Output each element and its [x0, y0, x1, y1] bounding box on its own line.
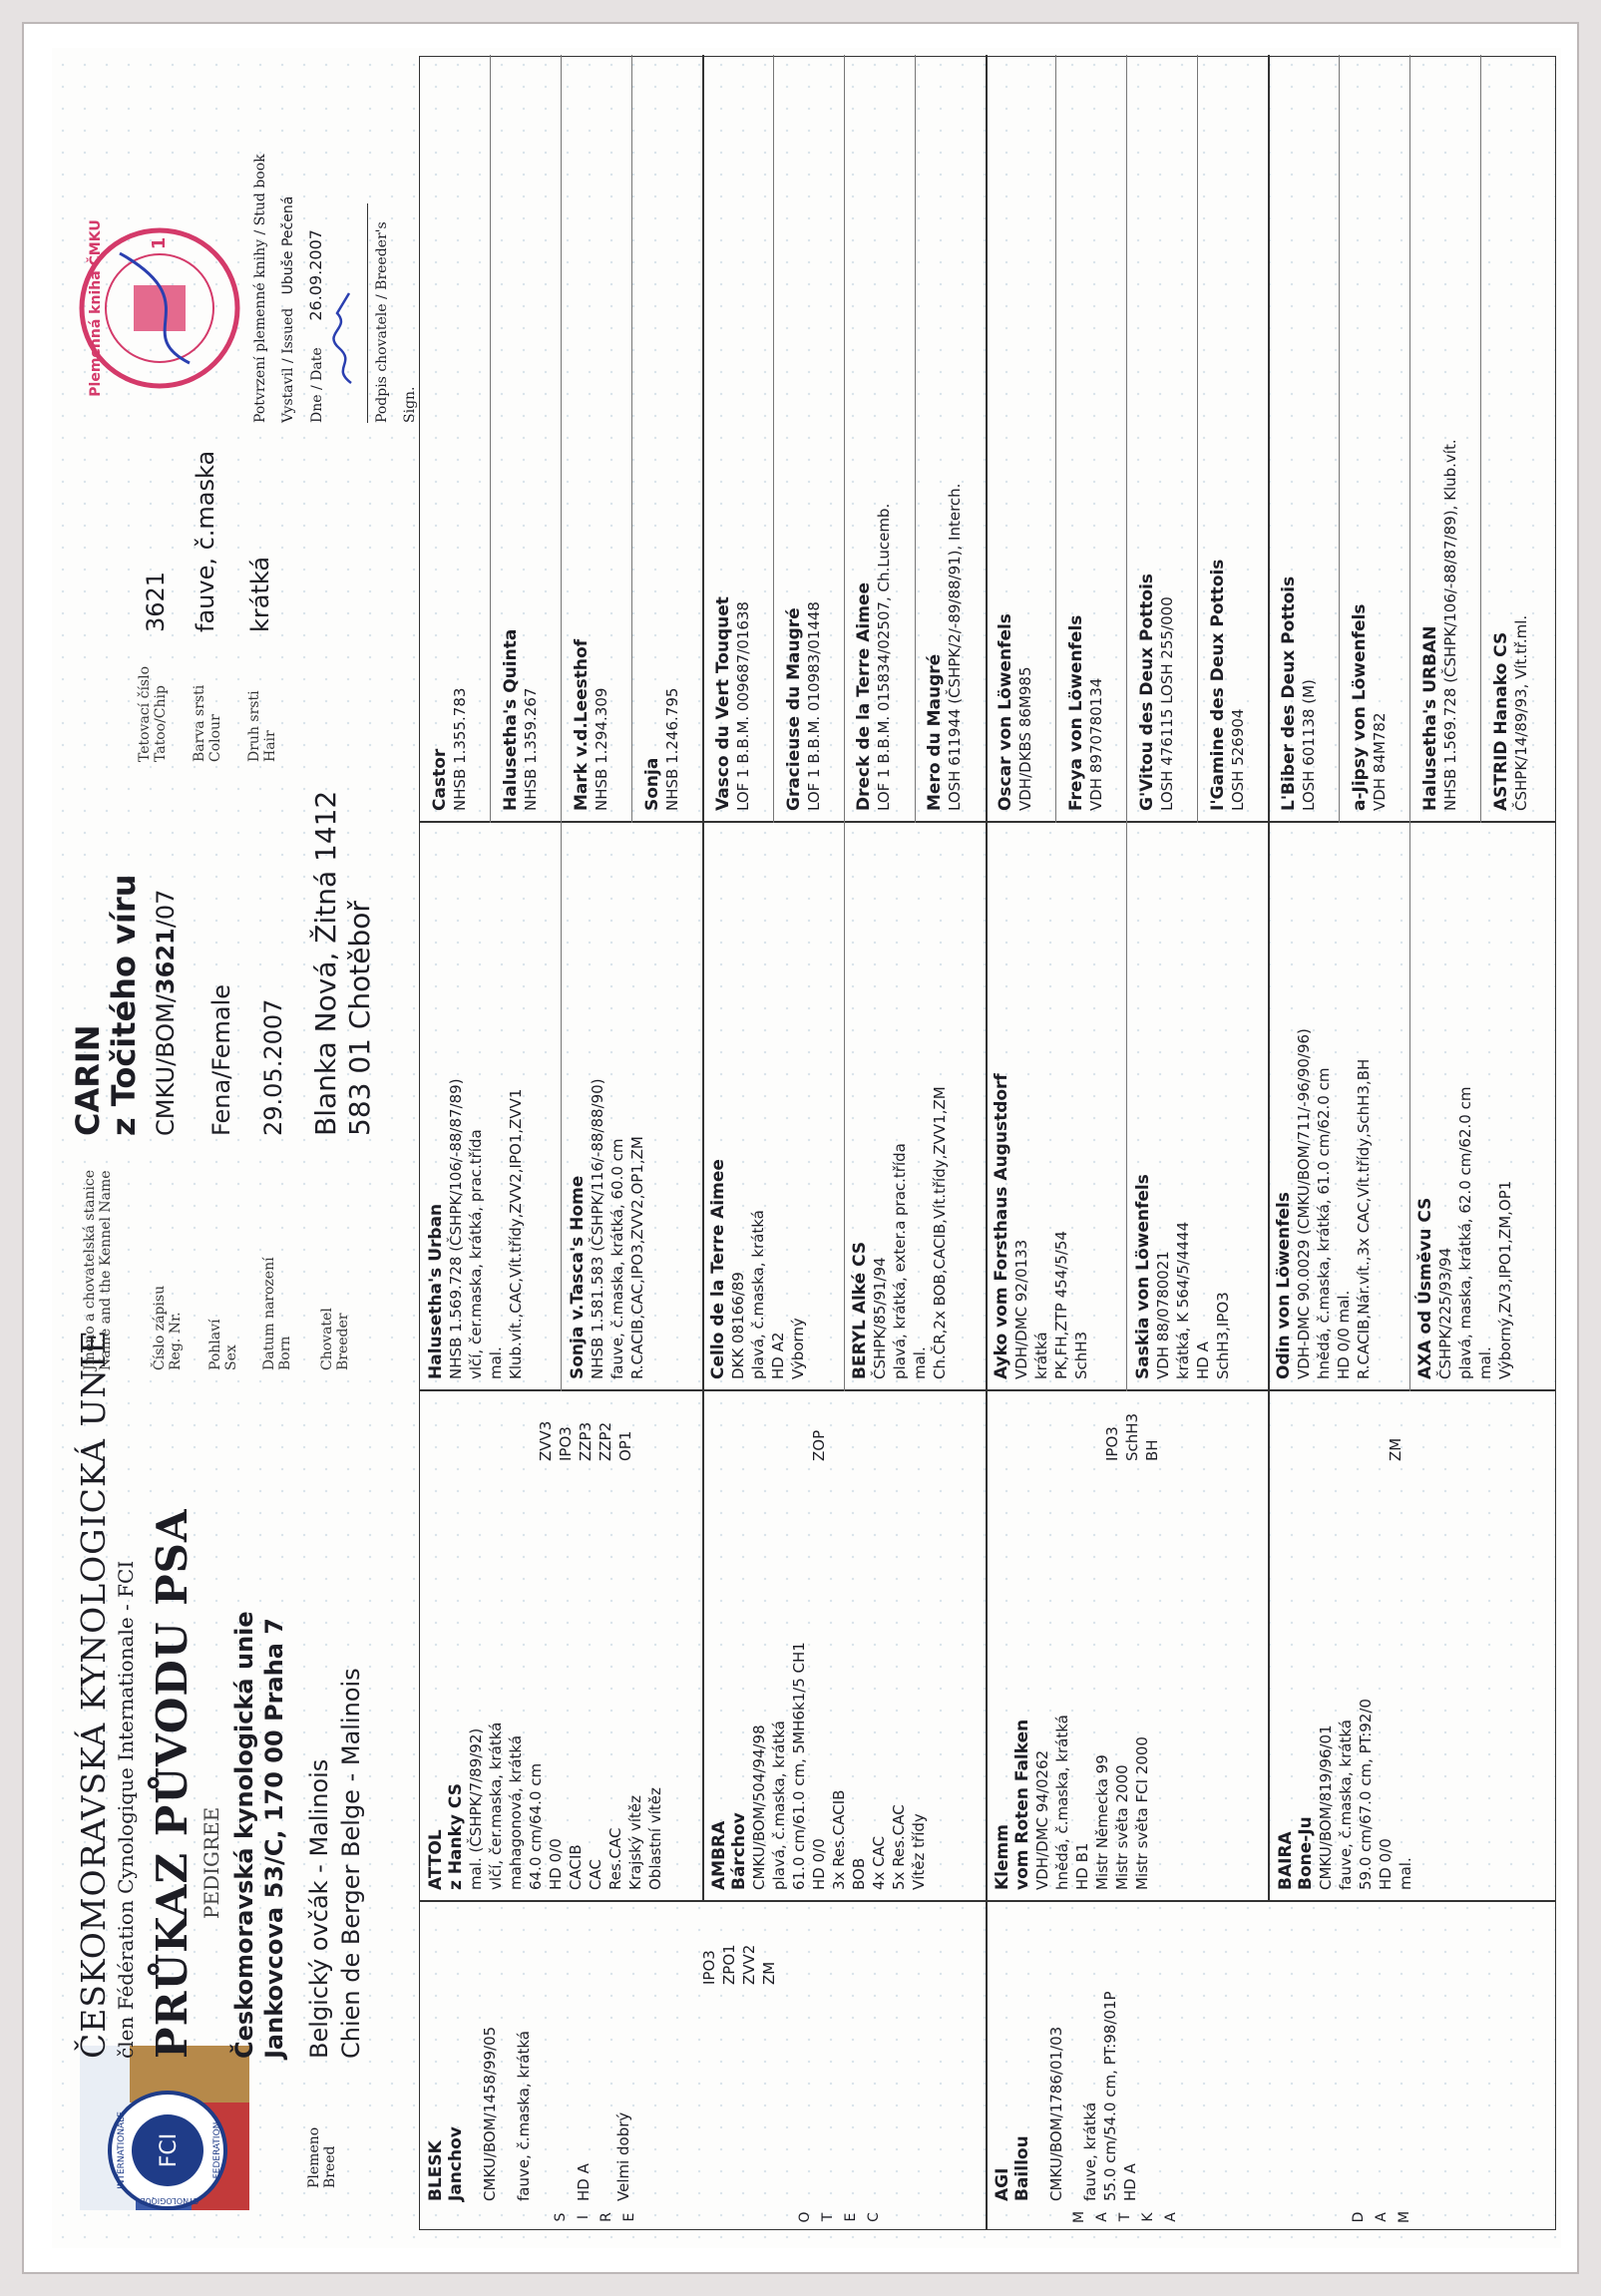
g4-ancestor-name: I'Gamine des Deux Pottois — [1207, 559, 1228, 811]
great-grandparent-cell — [1133, 1174, 1233, 1379]
grandparent-detail: Mistr Německa 99 — [1093, 1754, 1111, 1890]
fci-logo — [70, 2036, 259, 2220]
g4-ancestor-reg: VDH/DKBS 86M985 — [1016, 666, 1035, 811]
stamp-number: 1 — [149, 236, 170, 250]
g4-ancestor-name: Castor — [430, 748, 450, 811]
sire-name: BLESK — [426, 2140, 446, 2201]
grandparent-title: IPO3 — [557, 1426, 575, 1461]
name-label: Jméno a chovatelská stanice Name and the Kennel Name — [82, 1169, 114, 1370]
sire-hd: HD A — [575, 2163, 593, 2201]
pedigree-sheet — [52, 48, 1561, 2248]
grandparent-detail: HD 0/0 — [547, 1838, 565, 1890]
dam-hd: HD A — [1121, 2163, 1139, 2201]
colour: fauve, č.maska — [192, 450, 219, 632]
grandparent-detail: hnědá, č.maska, krátká — [1053, 1715, 1071, 1890]
sire-colour: fauve, č.maska, krátká — [515, 2031, 533, 2201]
g4-ancestor-cell — [1350, 604, 1390, 811]
grandparent-cell — [709, 1642, 929, 1890]
g4-ancestor-cell — [1066, 615, 1106, 811]
great-grandparent-detail: plavá, maska, krátká, 62.0 cm/62.0 cm — [1455, 1086, 1474, 1379]
g4-ancestor-cell — [1137, 574, 1177, 811]
grid-divider — [1339, 55, 1340, 823]
great-grandparent-detail: plavá, krátká, exter.a prac.třída — [891, 1143, 910, 1379]
g4-ancestor-reg: LOF 1 B.B.M. 015834/02507, Ch.Lucemb. — [875, 503, 894, 811]
g4-ancestor-name: Mark v.d.Leesthof — [571, 638, 592, 811]
grandparent-detail: 61.0 cm/61.0 cm, 5MH6k1/5 CH1 — [790, 1642, 808, 1890]
great-grandparent-detail: VDH/DMC 92/0133 — [1011, 1239, 1030, 1379]
grandparent-detail: Mistr světa FCI 2000 — [1133, 1736, 1151, 1890]
grid-divider — [490, 55, 491, 823]
grandparent-detail: 64.0 cm/64.0 cm — [527, 1762, 545, 1890]
grandparent-detail: HD 0/0 — [810, 1838, 828, 1890]
great-grandparent-detail: Výborný — [789, 1318, 808, 1379]
grandparent-title: BH — [1143, 1439, 1161, 1461]
breed — [303, 1668, 367, 2059]
great-grandparent-cell — [708, 1159, 808, 1379]
born: 29.05.2007 — [259, 998, 287, 1136]
grandparent-detail: Vítěz třídy — [910, 1813, 928, 1890]
grandparent-kennel: Bone-Ju — [1296, 1816, 1316, 1890]
g4-ancestor-cell — [1279, 576, 1319, 811]
g4-ancestor-name: a-Jipsy von Löwenfels — [1349, 603, 1370, 811]
g4-ancestor-reg: LOSH 476115 LOSH 255/000 — [1158, 596, 1176, 811]
publisher-address: Jankovcova 53/C, 170 00 Praha 7 — [260, 1618, 288, 2059]
g4-ancestor-name: Halusetha's URBAN — [1419, 625, 1440, 811]
breed-fr: Chien de Berger Belge - Malinois — [337, 1668, 365, 2059]
g4-ancestor-name: Gracieuse du Maugré — [783, 607, 804, 811]
sire-dam-divider — [986, 55, 988, 2229]
great-grandparent-detail: Klub.vít.,CAC,Vít.třídy,ZVV2,IPO1,ZVV1 — [507, 1088, 525, 1379]
g4-ancestor-cell — [1420, 439, 1460, 811]
g4-ancestor-reg: NHSB 1.359.267 — [521, 687, 540, 811]
grandparent-detail: CMKU/BOM/819/96/01 — [1317, 1724, 1335, 1890]
great-grandparent-detail: Výborný,ZV3,IPO1,ZM,OP1 — [1495, 1180, 1514, 1379]
great-grandparent-name: Cello de la Terre Aimee — [708, 1159, 729, 1379]
publisher — [229, 1611, 289, 2059]
issued-by: Ubuše Pečená — [280, 195, 296, 295]
grandparent-detail: CAC — [587, 1859, 604, 1890]
grandparent-name: ATTOL — [426, 1829, 446, 1890]
gen-divider-2 — [420, 1390, 1555, 1392]
grid-divider — [1480, 55, 1481, 823]
dam-side-divider — [1268, 55, 1270, 1902]
g4-ancestor-cell — [1491, 615, 1531, 811]
great-grandparent-detail: VDH 88/0780021 — [1153, 1251, 1172, 1379]
great-grandparent-name: Halusetha's Urban — [426, 1203, 446, 1379]
grandparent-cell — [426, 1722, 665, 1890]
dog-name-l1: CARIN — [69, 1024, 107, 1136]
great-grandparent-cell — [1415, 1087, 1515, 1379]
pedigree-form — [52, 48, 1561, 2248]
g4-ancestor-name: Halusetha's Quinta — [500, 628, 521, 811]
hair: krátká — [246, 556, 274, 632]
g4-ancestor-cell — [854, 504, 894, 811]
grandparent-detail: Mistr světa 2000 — [1113, 1764, 1131, 1890]
grandparent-detail: Krajský vítěz — [626, 1794, 644, 1890]
issued-row — [274, 154, 302, 423]
g4-ancestor-cell — [925, 484, 965, 811]
sire-title: ZVV2 — [740, 1944, 758, 1985]
grandparent-detail: mal. — [1397, 1857, 1414, 1890]
great-grandparent-cell — [426, 1078, 526, 1379]
sign-label: Podpis chovatele / Breeder's Sign. — [367, 203, 424, 423]
grandparent-title: ZVV3 — [537, 1420, 555, 1461]
great-grandparent-detail: NHSB 1.581.583 (ČSHPK/116/-88/88/90) — [588, 1078, 606, 1379]
great-grandparent-detail: HD A2 — [769, 1332, 788, 1379]
grandparent-detail: mahagonová, krátká — [507, 1734, 525, 1890]
hair-label: Druh srsti Hair — [246, 690, 278, 762]
grandparent-titles — [809, 1430, 829, 1461]
publisher-name: Českomoravská kynologická unie — [230, 1611, 258, 2059]
great-grandparent-cell — [1274, 1028, 1374, 1379]
great-grandparent-cell — [992, 1073, 1091, 1379]
side-label-dam-en: D A M — [1351, 2210, 1412, 2224]
grandparent-name: AMBRA — [709, 1820, 729, 1890]
great-grandparent-name: BERYL Alké CS — [850, 1241, 871, 1379]
great-grandparent-detail: HD 0/0 mal. — [1335, 1290, 1354, 1379]
g4-ancestor-cell — [996, 613, 1035, 811]
breeder-l1: Blanka Nová, Žitná 1412 — [309, 790, 342, 1136]
g4-ancestor-reg: VDH 8970780134 — [1087, 677, 1106, 811]
dog-name-l2: z Točitého víru — [105, 874, 143, 1136]
g4-ancestor-reg: ČSHPK/14/89/93, Vít.tř.ml. — [1511, 614, 1530, 811]
great-grandparent-detail: SchH3,IPO3 — [1213, 1292, 1232, 1379]
document-title: PRŮKAZ PŮVODU PSA — [148, 1508, 197, 2059]
great-grandparent-detail: ČSHPK/85/91/94 — [871, 1257, 890, 1379]
grandparent-detail: CACIB — [567, 1844, 585, 1890]
great-grandparent-detail: DKK 08166/89 — [729, 1272, 748, 1379]
document-title-en: PEDIGREE — [200, 1806, 223, 1919]
breeder-l2: 583 01 Chotěboř — [343, 901, 376, 1136]
g4-ancestor-name: Sonja — [641, 757, 662, 811]
g4-ancestor-reg: NHSB 1.569.728 (ČSHPK/106/-88/87/89), Klub.vít. — [1440, 439, 1459, 811]
great-grandparent-detail: VDH-DMC 90.0029 (CMKU/BOM/711/-96/90/96) — [1295, 1028, 1314, 1379]
stamp-text: Plemenná kniha ČMKU — [88, 219, 104, 397]
grandparent-kennel: Bárchov — [729, 1812, 749, 1890]
great-grandparent-detail: mal. — [1475, 1346, 1494, 1379]
grandparent-title: ZZP3 — [577, 1421, 595, 1461]
g4-ancestor-name: L'Biber des Deux Pottois — [1278, 575, 1299, 811]
grandparent-title: ZM — [1387, 1437, 1404, 1461]
born-label: Datum narození Born — [261, 1257, 293, 1370]
reg-prefix: CMKU/BOM/ — [152, 994, 180, 1136]
g4-ancestor-cell — [572, 639, 611, 811]
grandparent-detail: 59.0 cm/67.0 cm, PT:92/0 — [1357, 1699, 1375, 1890]
g4-ancestor-name: G'Vitou des Deux Pottois — [1137, 573, 1157, 811]
grandparent-detail: Oblastní vítěz — [646, 1787, 664, 1890]
g4-ancestor-reg: VDH 84M782 — [1370, 712, 1389, 811]
great-grandparent-detail: Ch.ČR,2x BOB,CACIB,Vít.třídy,ZVV1,ZM — [931, 1086, 950, 1379]
sire-reg: CMKU/BOM/1458/99/05 — [481, 2026, 499, 2201]
sire-title: ZM — [760, 1961, 778, 1985]
dam-reg: CMKU/BOM/1786/01/03 — [1047, 2026, 1065, 2201]
grandparent-kennel: vom Roten Falken — [1012, 1719, 1032, 1890]
g4-ancestor-name: Freya von Löwenfels — [1066, 614, 1087, 811]
great-grandparent-detail: mal. — [487, 1346, 505, 1379]
gen-divider-3 — [420, 822, 1555, 824]
g4-ancestor-reg: LOF 1 B.B.M. 009687/01638 — [733, 601, 752, 811]
dog-name — [70, 874, 142, 1136]
g4-ancestor-name: ASTRID Hanako CS — [1490, 631, 1511, 811]
g4-ancestor-reg: NHSB 1.294.309 — [592, 687, 610, 811]
grandparent-detail: vlčí, čer.maska, krátká — [487, 1722, 505, 1890]
great-grandparent-detail: HD A — [1193, 1341, 1212, 1379]
grandparent-detail: fauve, č.maska, krátká — [1337, 1720, 1355, 1890]
grandparent-detail: 4x CAC — [870, 1835, 888, 1890]
g4-ancestor-name: Vasco du Vert Touquet — [712, 596, 733, 811]
breeder-label: Chovatel Breeder — [319, 1308, 351, 1370]
g4-ancestor-reg: LOSH 611944 (ČSHPK/2/-89/88/91), Interch. — [946, 483, 965, 811]
logo-bottom-text: FEDERATION — [212, 2121, 222, 2179]
breed-label: Plemeno Breed — [306, 2126, 338, 2188]
grandparent-name: BAIRA — [1276, 1831, 1296, 1890]
great-grandparent-name: Sonja v.Tasca's Home — [567, 1175, 588, 1379]
grandparent-detail: HD B1 — [1073, 1842, 1091, 1890]
sire-side-divider — [702, 55, 704, 1902]
great-grandparent-detail: vlčí, čer.maska, krátká, prac.třída — [467, 1129, 485, 1379]
grandparent-titles — [1102, 1413, 1162, 1461]
grandparent-detail: mal. (ČSHPK/7/89/92) — [467, 1727, 485, 1890]
sire-titles — [699, 1944, 779, 1985]
grandparent-titles — [536, 1421, 635, 1461]
grandparent-detail: 5x Res.CAC — [890, 1804, 908, 1890]
date-label: Dne / Date — [309, 347, 325, 423]
dam-colour: fauve, krátká — [1081, 2102, 1099, 2201]
logo-fci-text: FCI — [157, 2132, 182, 2168]
grandparent-title: ZZP2 — [597, 1421, 614, 1461]
sex-label: Pohlaví Sex — [207, 1319, 239, 1370]
gen-divider-1 — [420, 1901, 1555, 1903]
issue-block — [246, 154, 424, 423]
great-grandparent-detail: PK,FH,ZTP 454/5/54 — [1051, 1231, 1070, 1379]
great-grandparent-detail: krátká, K 564/5/4444 — [1173, 1221, 1192, 1379]
grid-divider — [1055, 55, 1056, 823]
pedigree-grid — [419, 56, 1556, 2230]
grandparent-kennel: z Hanky CS — [446, 1783, 466, 1890]
org-fci-line: člen Fédération Cynologique Internationale - FCI — [114, 1560, 138, 2059]
grid-divider — [1126, 55, 1127, 1391]
great-grandparent-detail: mal. — [911, 1346, 930, 1379]
great-grandparent-detail: NHSB 1.569.728 (ČSHPK/106/-88/87/89) — [447, 1078, 465, 1379]
grid-divider — [844, 55, 845, 1391]
reg-bold: 3621 — [152, 928, 180, 995]
grandparent-title: IPO3 — [1103, 1426, 1121, 1461]
g4-ancestor-cell — [642, 688, 682, 811]
g4-ancestor-cell — [430, 688, 470, 811]
grandparent-title: OP1 — [616, 1430, 634, 1461]
g4-ancestor-cell — [1208, 560, 1248, 811]
sire-title: ZPO1 — [720, 1944, 738, 1985]
great-grandparent-detail: R.CACIB,CAC,IPO3,ZVV2,OP1,ZM — [627, 1136, 646, 1379]
great-grandparent-detail: R.CACIB,Nár.vít.,3x CAC,Vít.třídy,SchH3,BH — [1355, 1058, 1374, 1379]
great-grandparent-name: Saskia von Löwenfels — [1132, 1174, 1153, 1379]
grid-divider — [915, 55, 916, 823]
logo-side-text: CYNOLOGIQUE — [140, 2196, 200, 2205]
grid-divider — [631, 55, 632, 823]
tattoo-number: 3621 — [142, 571, 170, 632]
great-grandparent-detail: hnědá, č.maska, krátká, 61.0 cm/62.0 cm — [1315, 1067, 1334, 1379]
grid-divider — [561, 55, 562, 1391]
breed-cz: Belgický ovčák - Malinois — [305, 1758, 333, 2059]
grid-divider — [773, 55, 774, 823]
great-grandparent-detail: fauve, č.maska, krátká, 60.0 cm — [607, 1138, 626, 1379]
g4-ancestor-reg: LOF 1 B.B.M. 010983/01448 — [804, 601, 823, 811]
dam-name: AGI — [993, 2167, 1012, 2201]
colour-label: Barva srsti Colour — [192, 684, 223, 762]
issue-date: 26.09.2007 — [306, 229, 325, 321]
grandparent-detail: 3x Res.CACIB — [830, 1789, 848, 1890]
dam-cell — [993, 1991, 1140, 2201]
great-grandparent-name: Odin von Löwenfels — [1274, 1192, 1295, 1379]
issued-label: Vystavil / Issued — [280, 307, 296, 423]
great-grandparent-detail: krátká — [1031, 1332, 1050, 1379]
g4-ancestor-cell — [713, 596, 753, 811]
sex: Fena/Female — [207, 983, 235, 1136]
g4-ancestor-reg: LOSH 526904 — [1228, 708, 1247, 811]
great-grandparent-cell — [568, 1078, 647, 1379]
logo-top-text: INTERNATIONALE — [117, 2111, 127, 2189]
grandparent-titles — [1386, 1438, 1405, 1461]
g4-ancestor-reg: NHSB 1.355.783 — [451, 687, 469, 811]
great-grandparent-name: AXA od Úsměvu CS — [1414, 1197, 1435, 1379]
grandparent-detail: plavá, č.maska, krátká — [770, 1721, 788, 1890]
side-label-sire-en: S I R E — [553, 2212, 637, 2222]
great-grandparent-detail: SchH3 — [1071, 1331, 1090, 1379]
reg-number — [152, 890, 180, 1136]
stud-book-stamp — [70, 213, 249, 403]
org-title: ČESKOMORAVSKÁ KYNOLOGICKÁ UNIE — [74, 1329, 113, 2059]
grandparent-name: Klemm — [993, 1824, 1012, 1890]
great-grandparent-detail: ČSHPK/225/93/94 — [1435, 1247, 1454, 1379]
sire-kennel: Janchov — [446, 2126, 466, 2201]
g4-ancestor-reg: LOSH 601138 (M) — [1299, 679, 1318, 811]
grandparent-cell — [1276, 1699, 1415, 1890]
grandparent-cell — [993, 1715, 1152, 1890]
great-grandparent-detail: plavá, č.maska, krátká — [749, 1210, 768, 1379]
grandparent-title: SchH3 — [1123, 1412, 1141, 1461]
grid-divider — [1409, 55, 1410, 1391]
side-label-dam: M A T K A — [1071, 2210, 1179, 2224]
g4-ancestor-reg: NHSB 1.246.795 — [662, 687, 681, 811]
g4-ancestor-cell — [784, 601, 824, 811]
g4-ancestor-name: Dreck de la Terre Aimee — [854, 581, 875, 811]
g4-ancestor-cell — [501, 629, 541, 811]
g4-ancestor-name: Mero du Maugré — [925, 653, 946, 811]
dam-kennel: Baillou — [1012, 2135, 1032, 2201]
great-grandparent-cell — [850, 1086, 950, 1379]
sire-title: IPO3 — [700, 1950, 718, 1985]
grandparent-detail: Res.CAC — [606, 1827, 624, 1890]
reg-label: Číslo zápisu Reg. Nr. — [152, 1285, 184, 1370]
grandparent-title: ZOP — [810, 1429, 828, 1461]
grandparent-detail: CMKU/BOM/504/94/98 — [750, 1724, 768, 1890]
breeder — [309, 791, 377, 1136]
sire-rating: Velmi dobrý — [614, 2111, 632, 2201]
dam-size: 55.0 cm/54.0 cm, PT:98/01P — [1101, 1991, 1119, 2201]
grandparent-detail: BOB — [850, 1857, 868, 1890]
tattoo-label: Tetovací číslo Tatoo/Chip — [137, 665, 169, 762]
grandparent-detail: HD 0/0 — [1377, 1838, 1395, 1890]
side-label-sire: O T E C — [797, 2211, 882, 2223]
breeder-signature — [331, 223, 357, 423]
date-row — [302, 154, 331, 423]
reg-suffix: /07 — [152, 889, 180, 929]
grandparent-detail: VDH/DMC 94/0262 — [1033, 1749, 1051, 1890]
g4-ancestor-name: Oscar von Löwenfels — [996, 613, 1016, 811]
stud-book-confirm: Potvrzení plemenné knihy / Stud book — [252, 154, 268, 423]
great-grandparent-name: Ayko vom Forsthaus Augustdorf — [991, 1073, 1011, 1379]
sire-cell — [426, 2027, 633, 2201]
grid-divider — [1197, 55, 1198, 823]
